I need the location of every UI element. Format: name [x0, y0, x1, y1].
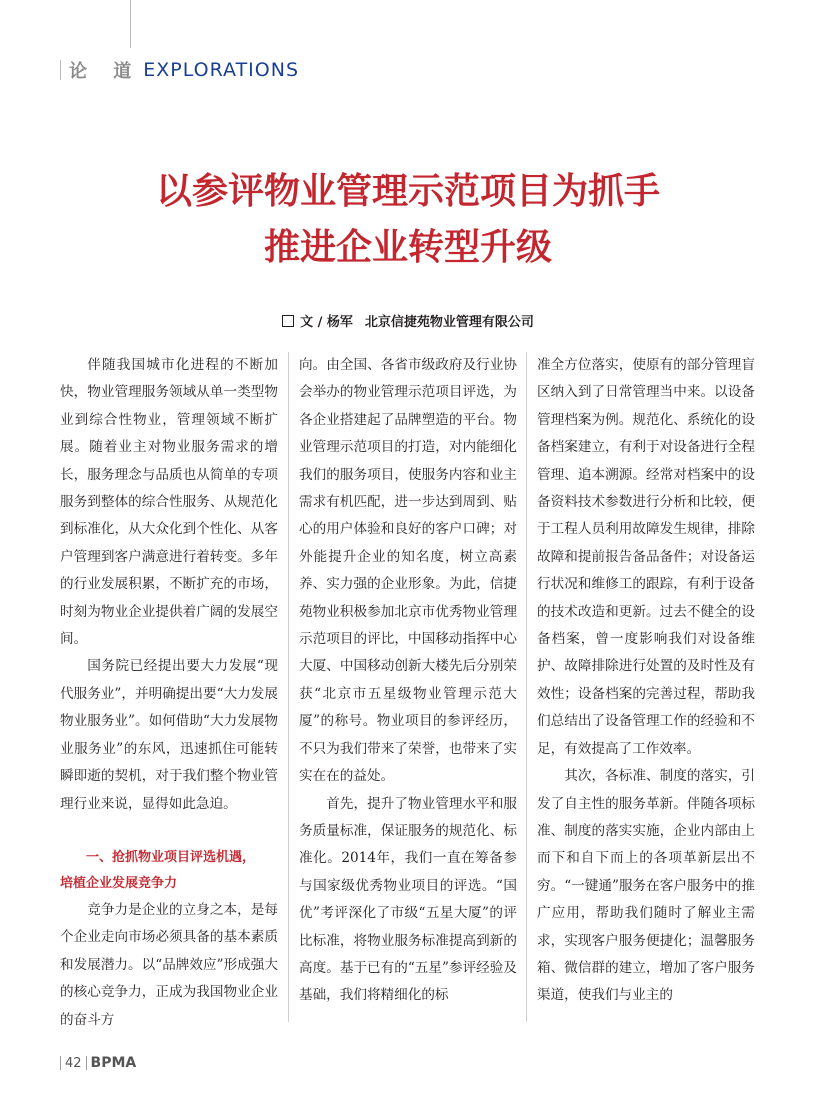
title-line-2: 推进企业转型升级	[263, 226, 552, 268]
footer-divider	[60, 1056, 61, 1070]
section-label-cn: 论 道	[69, 61, 142, 82]
column-divider	[288, 352, 289, 1022]
byline	[0, 311, 816, 330]
paragraph: 伴随我国城市化进程的不断加快，物业管理服务领域从单一类型物业到综合性物业，管理领域不断扩展。随着业主对物业服务需求的增长，服务理念与品质也从简单的专项服务到整体的综合性服务、从规范化到标准化，从大众化到个性化、从客户管理到客户满意进行着转变。多年的行业发展积累，不断扩充的市场，时刻为物业企业提供着广阔的发展空间。	[60, 357, 278, 648]
subheading-line-2: 培植企业发展竞争力	[60, 875, 178, 891]
text-column-2	[299, 352, 517, 1010]
magazine-name: BPMA	[90, 1055, 137, 1071]
section-header	[60, 56, 299, 84]
top-vertical-rule	[130, 0, 131, 48]
article-title	[0, 163, 816, 275]
header-divider	[60, 60, 61, 80]
title-line-1: 以参评物业管理示范项目为抓手	[155, 170, 660, 212]
text-column-3	[537, 352, 755, 1010]
byline-author: 文 / 杨军	[300, 315, 353, 330]
section-subheading	[60, 845, 278, 897]
page-number: 42	[65, 1055, 82, 1071]
byline-affiliation: 北京信捷苑物业管理有限公司	[364, 315, 534, 330]
text-column-1	[60, 352, 278, 1034]
paragraph: 竞争力是企业的立身之本，是每个企业走向市场必须具备的基本素质和发展潜力。以“品牌效应”形成强大的核心竞争力，正成为我国物业企业的奋斗方	[60, 901, 278, 1028]
paragraph: 向。由全国、各省市级政府及行业协会举办的物业管理示范项目评选，为各企业搭建起了品牌塑造的平台。物业管理示范项目的打造，对内能细化我们的服务项目，使服务内容和业主需求有机匹配，进一步达到周到、贴心的用户体验和良好的客户口碑；对外能提升企业的知名度，树立高素养、实力强的企业形象。为此，信捷苑物业积极参加北京市优秀物业管理示范项目的评比，中国移动指挥中心大厦、中国移动创新大楼先后分别荣获“北京市五星级物业管理示范大厦”的称号。物业项目的参评经历，不只为我们带来了荣誉，也带来了实实在在的益处。	[299, 357, 517, 785]
paragraph: 国务院已经提出要大力发展“现代服务业”，并明确提出要“大力发展物业服务业”。如何借助“大力发展物业服务业”的东风，迅速抓住可能转瞬即逝的契机，对于我们整个物业管理行业来说，显得如此急迫。	[60, 658, 278, 812]
subheading-line-1: 一、抢抓物业项目评选机遇，	[86, 849, 256, 865]
paragraph: 首先，提升了物业管理水平和服务质量标准，保证服务的规范化、标准化。2014年，我们一直在筹备参与国家级优秀物业项目的评选。“国优”考评深化了市级“五星大厦”的评比标准，将物业服务标准提高到新的高度。基于已有的“五星”参评经验及基础，我们将精细化的标	[299, 795, 517, 1004]
section-label-en: EXPLORATIONS	[143, 59, 300, 81]
column-divider	[526, 352, 527, 1022]
footer-divider	[86, 1056, 87, 1070]
paragraph: 其次，各标准、制度的落实，引发了自主性的服务革新。伴随各项标准、制度的落实实施，企业内部由上而下和自下而上的各项革新层出不穷。“一键通”服务在客户服务中的推广应用，帮助我们随时了解业主需求，实现客户服务便捷化；温馨服务箱、微信群的建立，增加了客户服务渠道，使我们与业主的	[537, 768, 755, 1004]
byline-square-icon	[282, 315, 294, 327]
page-footer	[60, 1055, 136, 1071]
paragraph: 准全方位落实，使原有的部分管理盲区纳入到了日常管理当中来。以设备管理档案为例。规范化、系统化的设备档案建立，有利于对设备进行全程管理、追本溯源。经常对档案中的设备资料技术参数进行分析和比较，便于工程人员利用故障发生规律，排除故障和提前报告备品备件；对设备运行状况和维修工的跟踪，有利于设备的技术改造和更新。过去不健全的设备档案，曾一度影响我们对设备维护、故障排除进行处置的及时性及有效性；设备档案的完善过程，帮助我们总结出了设备管理工作的经验和不足，有效提高了工作效率。	[537, 357, 755, 757]
